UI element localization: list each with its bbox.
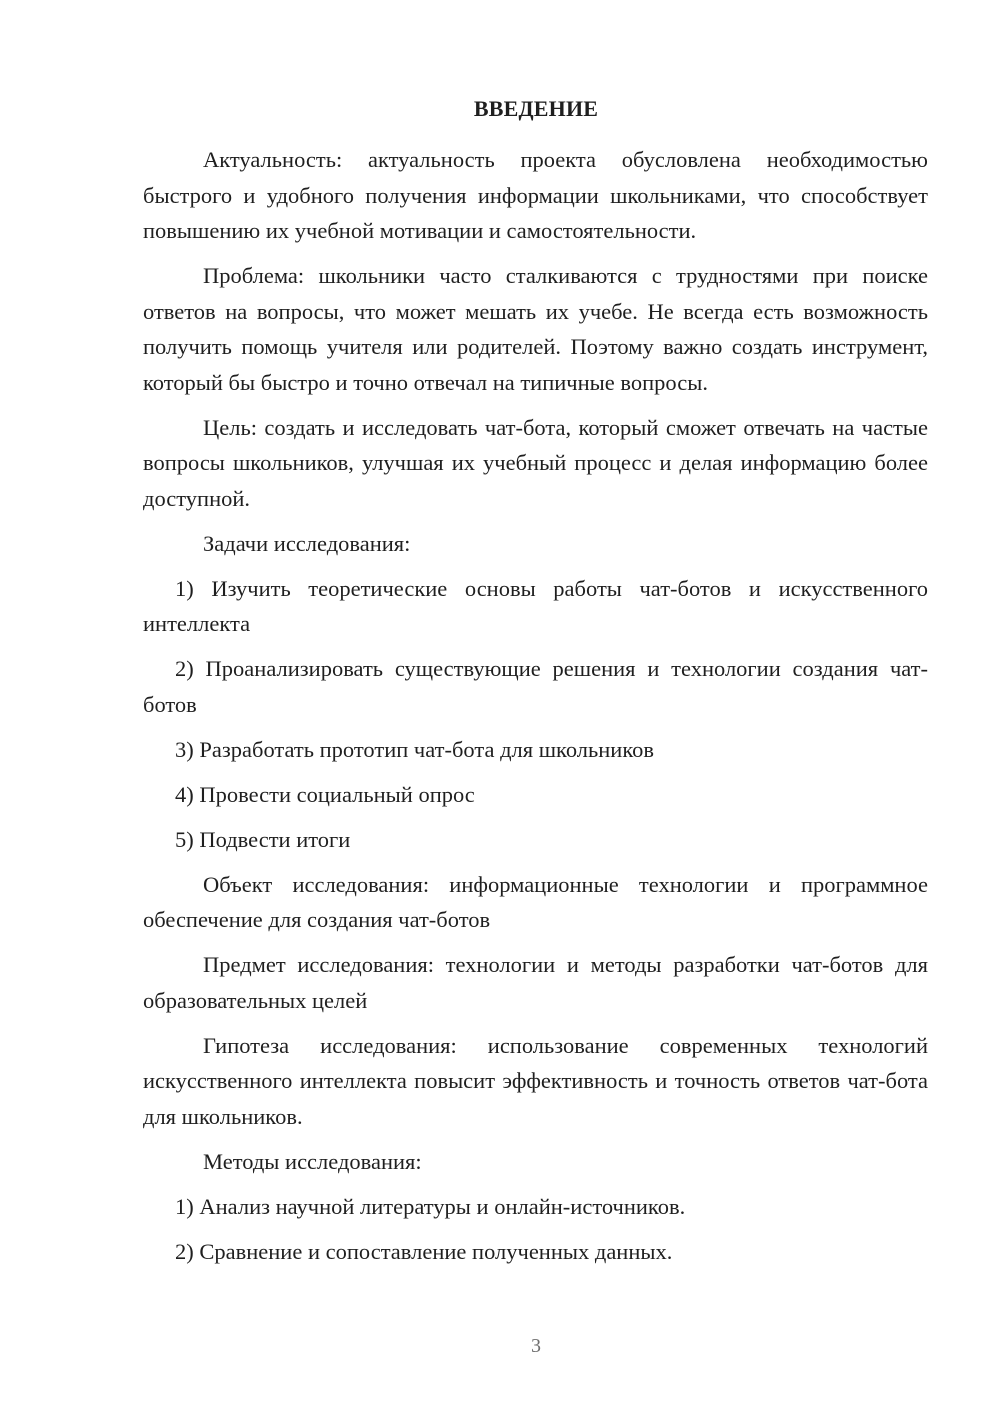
method-item-2: 2) Сравнение и сопоставление полученных данных. xyxy=(175,1238,673,1264)
document-body xyxy=(143,142,928,1279)
task-item-2: 2) Проанализировать существующие решения и технологии создания чат-ботов xyxy=(143,656,928,717)
paragraph-methods-heading: Методы исследования: xyxy=(203,1148,422,1174)
paragraph-subject: Предмет исследования: технологии и методы разработки чат-ботов для образовательных целей xyxy=(143,952,928,1013)
paragraph-object: Объект исследования: информационные технологии и программное обеспечение для создания чат-ботов xyxy=(143,871,928,932)
method-item-1: 1) Анализ научной литературы и онлайн-источников. xyxy=(175,1193,686,1219)
paragraph-tasks-heading: Задачи исследования: xyxy=(203,530,411,556)
paragraph-hypothesis: Гипотеза исследования: использование современных технологий искусственного интеллекта повысит эффективность и точность ответов чат-бота для школьников. xyxy=(143,1032,928,1129)
page-title: ВВЕДЕНИЕ xyxy=(473,96,599,121)
page-number: 3 xyxy=(531,1335,541,1357)
task-item-5: 5) Подвести итоги xyxy=(175,826,351,852)
task-item-1: 1) Изучить теоретические основы работы чат-ботов и искусственного интеллекта xyxy=(143,575,928,636)
paragraph-problem: Проблема: школьники часто сталкиваются с трудностями при поиске ответов на вопросы, что может мешать их учебе. Не всегда есть возможность получить помощь учителя или родителей. Поэтому важно создать инструмент, который бы быстро и точно отвечал на типичные вопросы. xyxy=(143,263,928,395)
task-item-4: 4) Провести социальный опрос xyxy=(175,781,475,807)
paragraph-relevance: Актуальность: актуальность проекта обусловлена необходимостью быстрого и удобного получения информации школьниками, что способствует повышению их учебной мотивации и самостоятельности. xyxy=(143,147,928,243)
paragraph-goal: Цель: создать и исследовать чат-бота, который сможет отвечать на частые вопросы школьников, улучшая их учебный процесс и делая информацию более доступной. xyxy=(143,414,928,511)
task-item-3: 3) Разработать прототип чат-бота для школьников xyxy=(175,736,655,762)
